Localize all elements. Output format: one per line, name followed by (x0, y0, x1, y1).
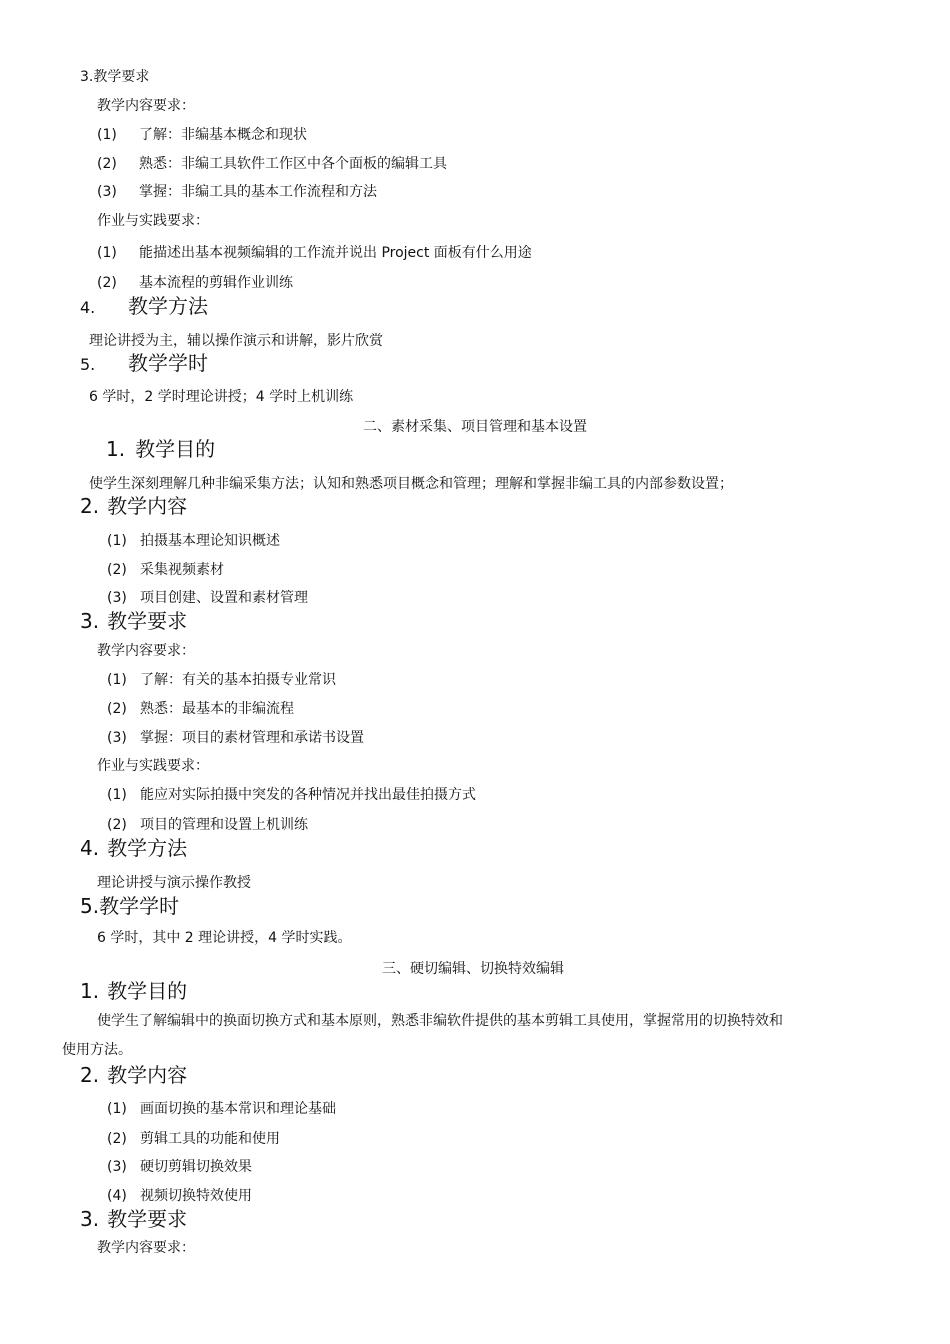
heading-number: 5. (80, 355, 96, 374)
list-text: 剪辑工具的功能和使用 (140, 1131, 280, 1147)
content-requirements-label: 教学内容要求： (97, 643, 195, 659)
list-text: 了解：有关的基本拍摄专业常识 (140, 672, 336, 688)
list-item (107, 673, 336, 687)
paragraph: 理论讲授与演示操作教授 (97, 875, 251, 891)
heading-text: 教学内容 (107, 494, 188, 518)
heading-number: 4. (80, 836, 100, 860)
heading-teaching-content (80, 1065, 187, 1085)
list-text: 项目创建、设置和素材管理 (140, 590, 308, 606)
heading-teaching-content (80, 496, 187, 516)
list-item (107, 563, 224, 577)
list-item (107, 818, 308, 832)
heading-teaching-requirements (80, 70, 149, 84)
list-number: (1) (107, 672, 127, 688)
list-item (107, 1189, 252, 1203)
heading-number: 3. (80, 1207, 100, 1231)
section-title: 二、素材采集、项目管理和基本设置 (363, 419, 587, 435)
heading-number: 1. (106, 437, 126, 461)
paragraph: 使学生了解编辑中的换面切换方式和基本原则，熟悉非编软件提供的基本剪辑工具使用，掌握常用的切换特效和 (97, 1013, 783, 1029)
content-requirements-label: 教学内容要求： (97, 98, 195, 114)
list-text: 画面切换的基本常识和理论基础 (140, 1101, 336, 1117)
heading-text: 教学学时 (99, 894, 180, 918)
list-item (107, 702, 294, 716)
heading-text: 教学目的 (135, 437, 216, 461)
list-text: 能应对实际拍摄中突发的各种情况并找出最佳拍摄方式 (140, 787, 476, 803)
list-number: (1) (107, 787, 127, 803)
paragraph: 理论讲授为主，辅以操作演示和讲解，影片欣赏 (89, 333, 383, 349)
list-number: (1) (97, 245, 117, 261)
list-item (107, 534, 280, 548)
heading-teaching-hours (80, 353, 208, 373)
list-number: (2) (107, 701, 127, 717)
list-number: (1) (107, 1101, 127, 1117)
list-number: (2) (107, 1131, 127, 1147)
list-text: 掌握：非编工具的基本工作流程和方法 (139, 184, 377, 200)
list-number: (1) (97, 127, 117, 143)
list-item (107, 731, 364, 745)
list-text: 了解：非编基本概念和现状 (139, 127, 307, 143)
heading-number: 2. (80, 1063, 100, 1087)
heading-text: 教学学时 (128, 351, 208, 375)
list-number: (2) (97, 275, 117, 291)
list-number: (4) (107, 1188, 127, 1204)
heading-text: 教学方法 (128, 294, 208, 318)
list-number: (3) (97, 184, 117, 200)
list-item (107, 591, 308, 605)
list-item (107, 1102, 336, 1116)
heading-text: 教学要求 (107, 1207, 188, 1231)
practice-requirements-label: 作业与实践要求： (97, 213, 209, 229)
list-item (97, 157, 447, 171)
list-text: 基本流程的剪辑作业训练 (139, 275, 293, 291)
heading-number: 3. (80, 69, 94, 85)
heading-text: 教学内容 (107, 1063, 188, 1087)
list-text: 熟悉：最基本的非编流程 (140, 701, 294, 717)
heading-text: 教学目的 (107, 979, 188, 1003)
list-text: 视频切换特效使用 (140, 1188, 252, 1204)
list-text: 拍摄基本理论知识概述 (140, 533, 280, 549)
heading-number: 5. (80, 894, 100, 918)
heading-number: 4. (80, 298, 96, 317)
list-text: 能描述出基本视频编辑的工作流并说出 Project 面板有什么用途 (139, 245, 532, 261)
heading-teaching-hours (80, 896, 179, 916)
paragraph: 6 学时，其中 2 理论讲授，4 学时实践。 (97, 930, 352, 946)
heading-text: 教学要求 (107, 609, 188, 633)
section-title: 三、硬切编辑、切换特效编辑 (382, 961, 564, 977)
heading-number: 3. (80, 609, 100, 633)
heading-text: 教学要求 (93, 69, 150, 85)
list-number: (2) (107, 562, 127, 578)
paragraph: 使学生深刻理解几种非编采集方法；认知和熟悉项目概念和管理；理解和掌握非编工具的内部参数设置； (89, 476, 733, 492)
heading-number: 1. (80, 979, 100, 1003)
heading-teaching-requirements (80, 1209, 187, 1229)
heading-teaching-requirements (80, 611, 187, 631)
list-item (97, 246, 532, 260)
list-number: (2) (107, 817, 127, 833)
heading-teaching-purpose (80, 981, 187, 1001)
list-text: 项目的管理和设置上机训练 (140, 817, 308, 833)
list-text: 采集视频素材 (140, 562, 224, 578)
list-item (97, 276, 293, 290)
list-number: (3) (107, 730, 127, 746)
list-text: 熟悉：非编工具软件工作区中各个面板的编辑工具 (139, 156, 447, 172)
heading-teaching-methods (80, 296, 208, 316)
practice-requirements-label: 作业与实践要求： (97, 758, 209, 774)
list-number: (2) (97, 156, 117, 172)
list-number: (3) (107, 590, 127, 606)
list-item (97, 128, 307, 142)
list-text: 掌握：项目的素材管理和承诺书设置 (140, 730, 364, 746)
paragraph-continuation: 使用方法。 (62, 1042, 132, 1058)
heading-text: 教学方法 (107, 836, 188, 860)
list-text: 硬切剪辑切换效果 (140, 1159, 252, 1175)
list-item (107, 788, 476, 802)
heading-teaching-purpose (106, 439, 215, 459)
list-number: (1) (107, 533, 127, 549)
list-number: (3) (107, 1159, 127, 1175)
content-requirements-label: 教学内容要求： (97, 1240, 195, 1256)
list-item (97, 185, 377, 199)
heading-teaching-methods (80, 838, 187, 858)
list-item (107, 1132, 280, 1146)
list-item (107, 1160, 252, 1174)
heading-number: 2. (80, 494, 100, 518)
paragraph: 6 学时，2 学时理论讲授；4 学时上机训练 (89, 389, 354, 405)
